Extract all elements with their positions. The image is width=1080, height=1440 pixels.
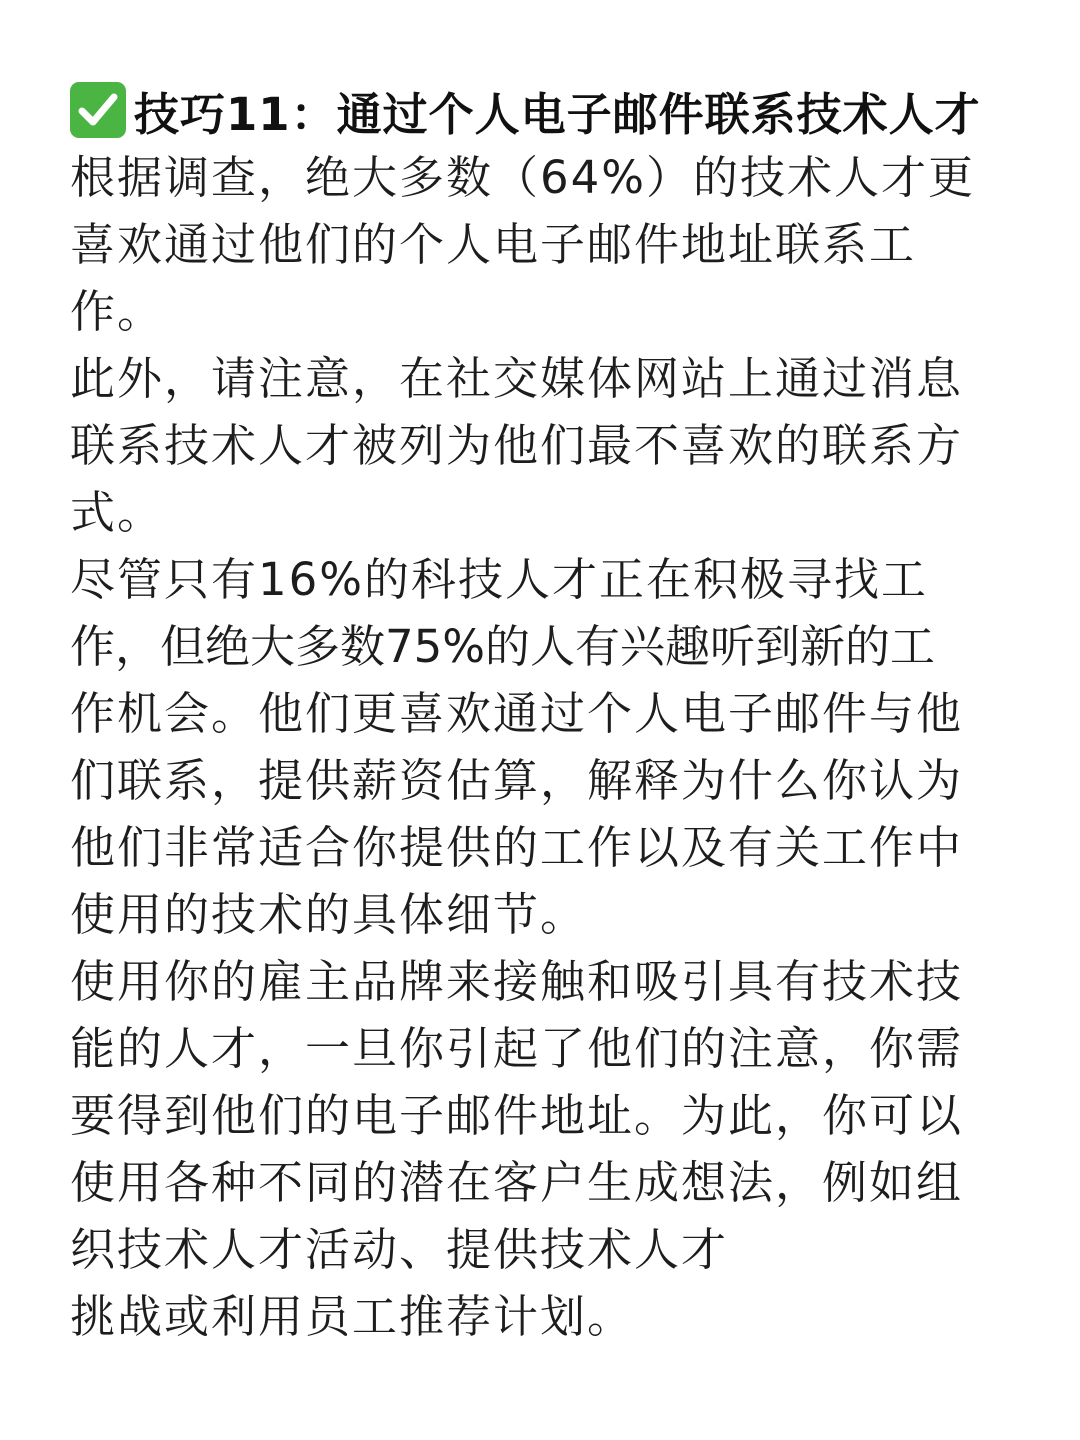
- body-line: 作机会。他们更喜欢通过个人电子邮件与他: [70, 687, 964, 740]
- body-line: 根据调查，绝大多数（64%）的技术人才更: [70, 151, 976, 204]
- body-line: 式。: [70, 486, 165, 539]
- body-line: 他们非常适合你提供的工作以及有关工作中: [70, 821, 964, 874]
- body-line: 们联系，提供薪资估算，解释为什么你认为: [70, 754, 964, 807]
- body-line: 使用各种不同的潜在客户生成想法，例如组: [70, 1156, 964, 1209]
- body-line: 作，但绝大多数75%的人有兴趣听到新的工: [70, 620, 936, 673]
- check-mark-button-icon: [70, 82, 126, 138]
- body-line: 织技术人才活动、提供技术人才: [70, 1223, 729, 1276]
- body-line: 要得到他们的电子邮件地址。为此，你可以: [70, 1089, 964, 1142]
- body-line: 能的人才，一旦你引起了他们的注意，你需: [70, 1022, 964, 1075]
- body-line: 使用你的雇主品牌来接触和吸引具有技术技: [70, 955, 964, 1008]
- body-line: 此外，请注意，在社交媒体网站上通过消息: [70, 352, 964, 405]
- post-title: 技巧11：通过个人电子邮件联系技术人才: [134, 87, 981, 141]
- body-line: 喜欢通过他们的个人电子邮件地址联系工: [70, 218, 917, 271]
- body-line: 使用的技术的具体细节。: [70, 888, 588, 941]
- body-line: 尽管只有16%的科技人才正在积极寻找工: [70, 553, 929, 606]
- body-line: 作。: [70, 285, 165, 338]
- body-line: 挑战或利用员工推荐计划。: [70, 1290, 635, 1343]
- post-content: [70, 76, 1010, 1350]
- body-line: 联系技术人才被列为他们最不喜欢的联系方: [70, 419, 964, 472]
- post-title-row: [70, 76, 1010, 144]
